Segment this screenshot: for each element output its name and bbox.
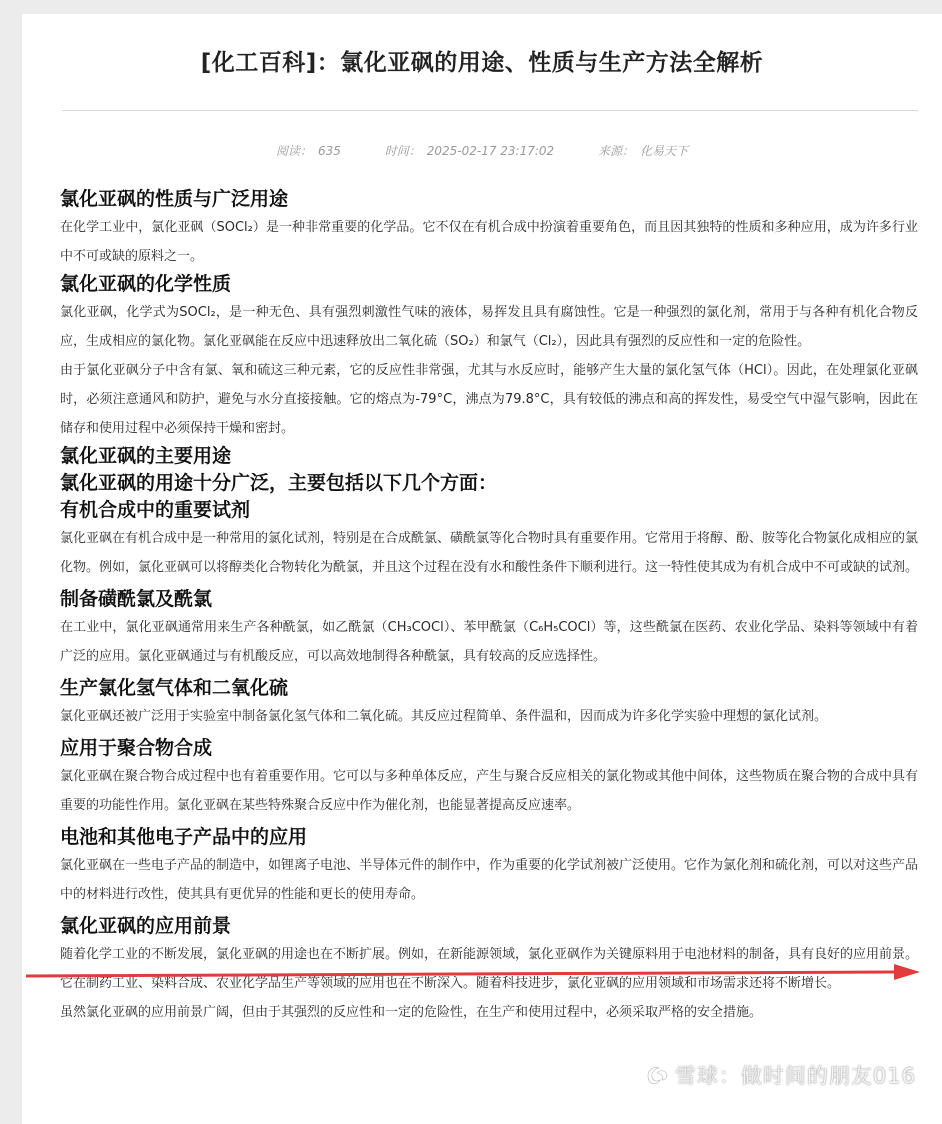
section-paragraph: 氯化亚砜还被广泛用于实验室中制备氯化氢气体和二氧化硫。其反应过程简单、条件温和，因而成为许多化学实验中理想的氯化试剂。 — [60, 709, 828, 724]
section-paragraph: 氯化亚砜在聚合物合成过程中也有着重要作用。它可以与多种单体反应，产生与聚合反应相关的氯化物或其他中间体，这些物质在聚合物的合成中具有重要的功能性作用。氯化亚砜在某些特殊聚合反应中作为催化剂，也能显著提高反应速率。 — [60, 769, 919, 813]
reads-value: 635 — [317, 144, 341, 158]
section-paragraph: 在化学工业中，氯化亚砜（SOCl₂）是一种非常重要的化学品。它不仅在有机合成中扮演着重要角色，而且因其独特的性质和多种应用，成为许多行业中不可或缺的原料之一。 — [60, 220, 918, 264]
section-heading: 氯化亚砜的应用前景 — [60, 915, 232, 937]
section-heading: 生产氯化氢气体和二氧化硫 — [60, 677, 289, 699]
reads-label: 阅读： — [275, 144, 312, 158]
section-paragraph: 随着化学工业的不断发展，氯化亚砜的用途也在不断扩展。例如，在新能源领域，氯化亚砜作为关键原料用于电池材料的制备，具有良好的应用前景。它在制药工业、染料合成、农业化学品生产等领域的应用也在不断深入。随着科技进步，氯化亚砜的应用领域和市场需求还将不断增长。 — [60, 947, 919, 991]
section-paragraph: 氯化亚砜在一些电子产品的制造中，如锂离子电池、半导体元件的制作中，作为重要的化学试剂被广泛使用。它作为氯化剂和硫化剂，可以对这些产品中的材料进行改性，使其具有更优异的性能和更长的使用寿命。 — [60, 858, 919, 902]
source-label: 来源： — [598, 144, 635, 158]
section-paragraph: 虽然氯化亚砜的应用前景广阔，但由于其强烈的反应性和一定的危险性，在生产和使用过程中，必须采取严格的安全措施。 — [60, 1005, 763, 1020]
title-divider — [62, 110, 918, 111]
source-value: 化易天下 — [640, 144, 689, 158]
section-heading: 氯化亚砜的化学性质 — [60, 273, 232, 295]
article-page — [22, 14, 942, 1124]
section-heading: 有机合成中的重要试剂 — [60, 499, 251, 521]
section-paragraph: 氯化亚砜，化学式为SOCl₂，是一种无色、具有强烈刺激性气味的液体，易挥发且具有腐蚀性。它是一种强烈的氯化剂，常用于与各种有机化合物反应，生成相应的氯化物。氯化亚砜能在反应中迅速释放出二氧化硫（SO₂）和氯气（Cl₂），因此具有强烈的反应性和一定的危险性。 — [60, 305, 918, 349]
article-title: [化工百科]：氯化亚砜的用途、性质与生产方法全解析 — [200, 50, 764, 76]
section-heading: 制备磺酰氯及酰氯 — [60, 588, 213, 610]
xueqiu-logo-icon — [645, 1064, 671, 1086]
section-heading: 氯化亚砜的用途十分广泛，主要包括以下几个方面： — [60, 472, 498, 494]
section-heading: 氯化亚砜的主要用途 — [60, 445, 232, 467]
section-paragraph: 氯化亚砜在有机合成中是一种常用的氯化试剂，特别是在合成酰氯、磺酰氯等化合物时具有重要作用。它常用于将醇、酚、胺等化合物氯化成相应的氯化物。例如，氯化亚砜可以将醇类化合物转化为酰氯，并且这个过程在没有水和酸性条件下顺利进行。这一特性使其成为有机合成中不可或缺的试剂。 — [60, 531, 919, 575]
xueqiu-watermark — [645, 1060, 916, 1090]
section-heading: 电池和其他电子产品中的应用 — [60, 826, 308, 848]
watermark-text: 雪球：做时间的朋友016 — [674, 1064, 916, 1088]
section-paragraph: 在工业中，氯化亚砜通常用来生产各种酰氯，如乙酰氯（CH₃COCl）、苯甲酰氯（C₆H₅COCl）等，这些酰氯在医药、农业化学品、染料等领域中有着广泛的应用。氯化亚砜通过与有机酸反应，可以高效地制得各种酰氯，具有较高的反应选择性。 — [60, 620, 918, 664]
section-heading: 氯化亚砜的性质与广泛用途 — [60, 188, 289, 210]
section-heading: 应用于聚合物合成 — [60, 737, 213, 759]
article-meta — [22, 142, 942, 159]
section-paragraph: 由于氯化亚砜分子中含有氯、氧和硫这三种元素，它的反应性非常强，尤其与水反应时，能够产生大量的氯化氢气体（HCl）。因此，在处理氯化亚砜时，必须注意通风和防护，避免与水分直接接触。它的熔点为-79°C，沸点为79.8°C，具有较低的沸点和高的挥发性，易受空气中湿气影响，因此在储存和使用过程中必须保持干燥和密封。 — [60, 363, 918, 436]
time-value: 2025-02-17 23:17:02 — [426, 144, 555, 158]
article-body — [60, 186, 918, 1027]
time-label: 时间： — [384, 144, 421, 158]
